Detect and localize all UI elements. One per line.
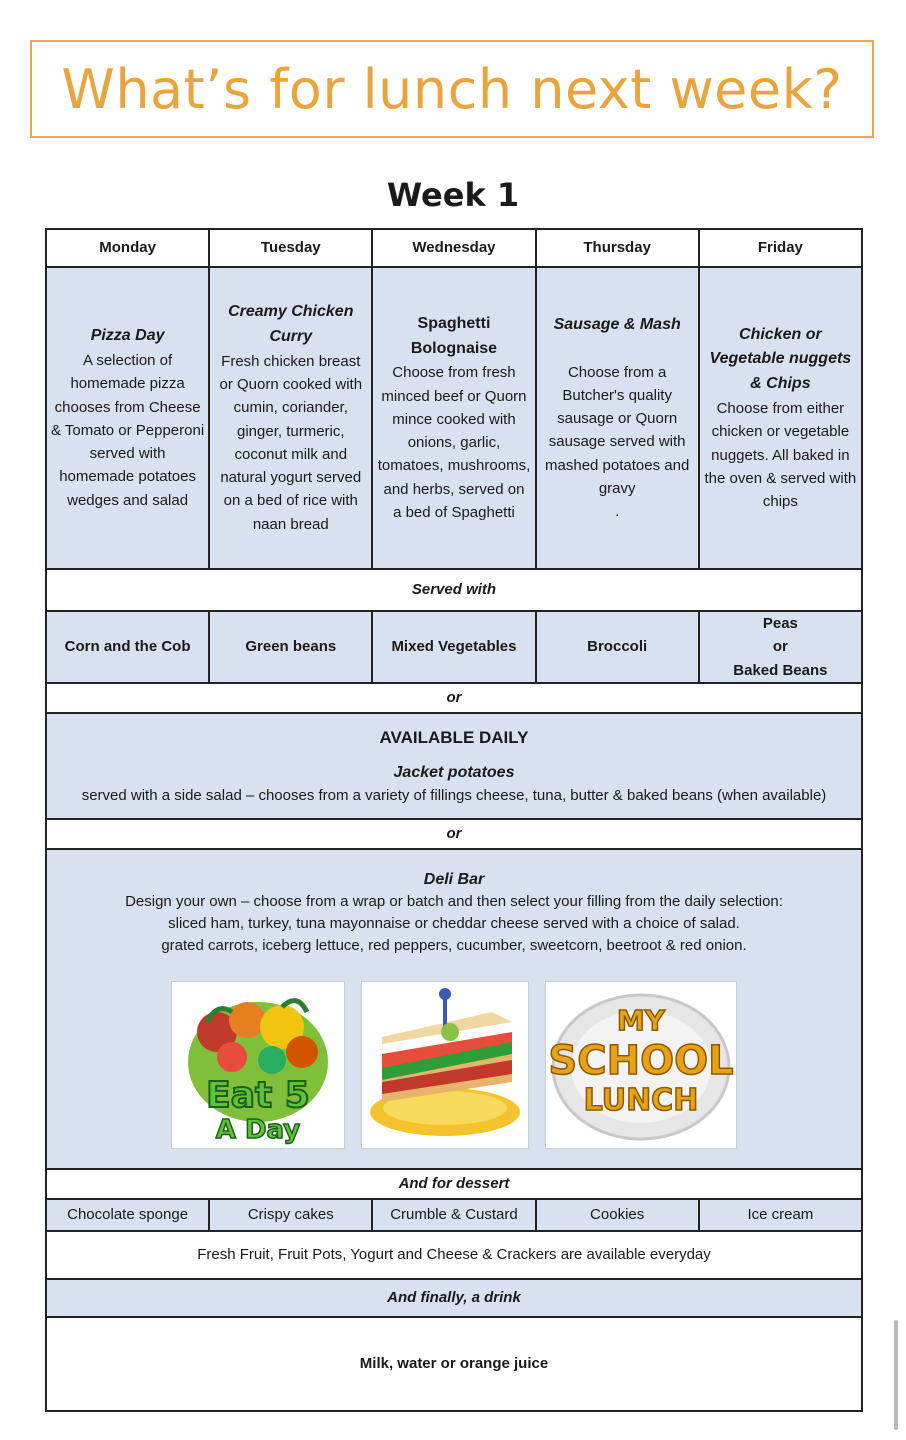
school-lunch-text: LUNCH: [583, 1082, 699, 1118]
my-school-lunch-image: [545, 981, 737, 1149]
main-cell-tuesday: [209, 267, 372, 569]
dessert-cell: Crispy cakes: [209, 1199, 372, 1231]
friday-veg-line: or: [772, 638, 788, 656]
deli-bar-heading: Deli Bar: [423, 870, 485, 888]
day-header: Monday: [46, 229, 209, 267]
served-with-label: Served with: [46, 569, 862, 611]
vegetable-cell-friday: [699, 611, 862, 683]
school-lunch-text: SCHOOL: [548, 1037, 734, 1084]
available-daily-cell: [46, 713, 862, 819]
or-row: [46, 819, 862, 849]
dish-description: Fresh chicken breast or Quorn cooked with cumin, coriander, ginger, turmeric, coconut milk and natural yogurt served on a bed of rice with naan bread: [219, 352, 363, 533]
main-cell-wednesday: [372, 267, 535, 569]
dessert-cell: Crumble & Custard: [372, 1199, 535, 1231]
main-cell-friday: [699, 267, 862, 569]
or-label: or: [46, 819, 862, 849]
title-box: [30, 40, 874, 138]
day-header: Thursday: [536, 229, 699, 267]
dish-description: Choose from fresh minced beef or Quorn mince cooked with onions, garlic, tomatoes, mushrooms, and herbs, served on a bed of Spaghetti: [377, 364, 531, 521]
dish-name: Spaghetti Bolognaise: [410, 314, 498, 357]
dish-name: Pizza Day: [90, 327, 165, 345]
dish-extra: .: [615, 503, 620, 521]
deli-bar-cell: [46, 849, 862, 1169]
day-header: Wednesday: [372, 229, 535, 267]
day-header: Friday: [699, 229, 862, 267]
main-cell-monday: [46, 267, 209, 569]
drink-title: And finally, a drink: [46, 1279, 862, 1317]
dish-description: Choose from a Butcher's quality sausage or Quorn sausage served with mashed potatoes and gravy: [545, 363, 690, 497]
deli-bar-text: grated carrots, iceberg lettuce, red peppers, cucumber, sweetcorn, beetroot & red onion.: [161, 936, 747, 954]
sandwich-image: [361, 981, 529, 1149]
vegetables-row: [46, 611, 862, 683]
dessert-cell: Chocolate sponge: [46, 1199, 209, 1231]
vegetable-cell: Green beans: [209, 611, 372, 683]
dish-description: Choose from either chicken or vegetable nuggets. All baked in the oven & served with chips: [704, 400, 857, 511]
eat5-text: A Day: [215, 1114, 301, 1145]
page-title: What’s for lunch next week?: [61, 57, 843, 121]
jacket-potatoes-heading: Jacket potatoes: [393, 763, 515, 781]
dish-name: Creamy Chicken Curry: [228, 303, 354, 345]
week-heading: Week 1: [386, 176, 520, 214]
available-daily-heading: AVAILABLE DAILY: [379, 727, 529, 747]
scrollbar[interactable]: [894, 1320, 898, 1430]
available-daily-row: [46, 713, 862, 819]
dish-name: Sausage & Mash: [553, 315, 681, 333]
dish-description: A selection of homemade pizza chooses from Cheese & Tomato or Pepperoni served with homemade potatoes wedges and salad: [51, 352, 205, 509]
dessert-cell: Ice cream: [699, 1199, 862, 1231]
drink-text: Milk, water or orange juice: [46, 1317, 862, 1411]
school-lunch-text: MY: [616, 1003, 666, 1037]
deli-bar-text: sliced ham, turkey, tuna mayonnaise or cheddar cheese served with a choice of salad.: [168, 915, 740, 933]
vegetable-cell: Broccoli: [536, 611, 699, 683]
eat5-text: Eat 5: [206, 1074, 310, 1116]
fruit-text: Fresh Fruit, Fruit Pots, Yogurt and Cheese & Crackers are available everyday: [46, 1231, 862, 1279]
dish-name: Chicken or Vegetable nuggets & Chips: [709, 325, 852, 393]
vegetable-cell: Corn and the Cob: [46, 611, 209, 683]
main-dishes-row: [46, 267, 862, 569]
served-with-row: [46, 569, 862, 611]
main-cell-thursday: [536, 267, 699, 569]
dessert-title: And for dessert: [46, 1169, 862, 1199]
or-label: or: [46, 683, 862, 713]
drink-row: [46, 1317, 862, 1411]
eat-five-a-day-image: [171, 981, 345, 1149]
illustrations: [51, 981, 857, 1149]
drink-title-row: [46, 1279, 862, 1317]
lunch-menu-table: [45, 228, 863, 1412]
dessert-cell: Cookies: [536, 1199, 699, 1231]
day-header-row: [46, 229, 862, 267]
friday-veg-line: Peas: [762, 615, 798, 632]
vegetable-cell: Mixed Vegetables: [372, 611, 535, 683]
friday-veg-line: Baked Beans: [733, 661, 828, 679]
deli-bar-row: [46, 849, 862, 1169]
deli-bar-text: Design your own – choose from a wrap or batch and then select your filling from the daily selection:: [125, 893, 783, 911]
fruit-row: [46, 1231, 862, 1279]
desserts-row: [46, 1199, 862, 1231]
day-header: Tuesday: [209, 229, 372, 267]
dessert-title-row: [46, 1169, 862, 1199]
or-row: [46, 683, 862, 713]
jacket-potatoes-text: served with a side salad – chooses from a variety of fillings cheese, tuna, butter & baked beans (when available): [81, 786, 827, 804]
